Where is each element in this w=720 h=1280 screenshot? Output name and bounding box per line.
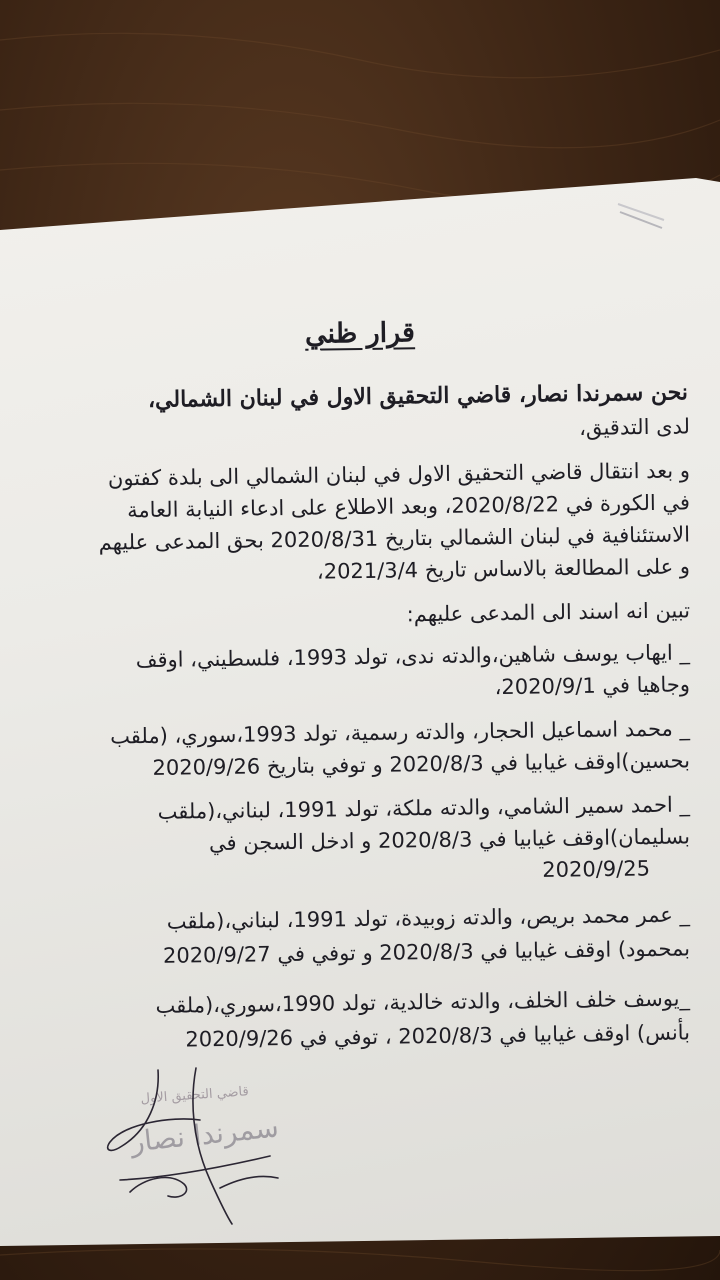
- text-line: في الكورة في 2020/8/22، وبعد الاطلاع على ادعاء النيابة العامة: [127, 490, 691, 523]
- defendant-entry: بسليمان)اوقف غيابيا في 2020/8/3 و ادخل السجن في: [208, 824, 691, 856]
- defendant-entry: _ احمد سمير الشامي، والدته ملكة، تولد 1991، لبناني،(ملقب: [157, 792, 691, 824]
- defendant-entry: 2020/9/25: [542, 856, 651, 882]
- signature-mark-icon: [100, 1060, 300, 1230]
- defendant-entry: وجاهيا في 2020/9/1،: [494, 672, 691, 700]
- defendant-entry: _ محمد اسماعيل الحجار، والدته رسمية، تولد 1993،سوري، (ملقب: [110, 716, 691, 749]
- official-stamp-text: قاضي التحقيق الاول: [140, 1084, 250, 1107]
- text-line: الاستئنافية في لبنان الشمالي بتاريخ 2020/8/31 بحق المدعى عليهم: [98, 522, 691, 555]
- defendant-entry: _ ايهاب يوسف شاهين،والدته ندى، تولد 1993، فلسطيني، اوقف: [135, 640, 691, 673]
- defendant-entry: _ عمر محمد بريص، والدته زوبيدة، تولد 1991، لبناني،(ملقب: [166, 902, 691, 934]
- text-line: و على المطالعة بالاساس تاريخ 2021/3/4،: [316, 554, 691, 584]
- defendant-entry: بأنس) اوقف غيابيا في 2020/8/3 ، توفي في 2020/9/26: [185, 1020, 691, 1052]
- document-title: قرار ظني: [304, 317, 416, 350]
- defendant-entry: بمحمود) اوقف غيابيا في 2020/8/3 و توفي في 2020/9/27: [162, 936, 691, 968]
- text-line: و بعد انتقال قاضي التحقيق الاول في لبنان الشمالي الى بلدة كفتون: [107, 458, 691, 491]
- text-line: لدى التدقيق،: [579, 414, 691, 440]
- judge-intro: نحن سمرندا نصار، قاضي التحقيق الاول في لبنان الشمالي،: [147, 379, 689, 413]
- text-line: تبين انه اسند الى المدعى عليهم:: [406, 598, 691, 627]
- defendant-entry: _يوسف خلف الخلف، والدته خالدية، تولد 1990،سوري،(ملقب: [155, 986, 691, 1018]
- defendant-entry: بحسين)اوقف غيابيا في 2020/8/3 و توفي بتاريخ 2020/9/26: [152, 748, 691, 780]
- signature-text: سمرندا نصار: [129, 1110, 281, 1159]
